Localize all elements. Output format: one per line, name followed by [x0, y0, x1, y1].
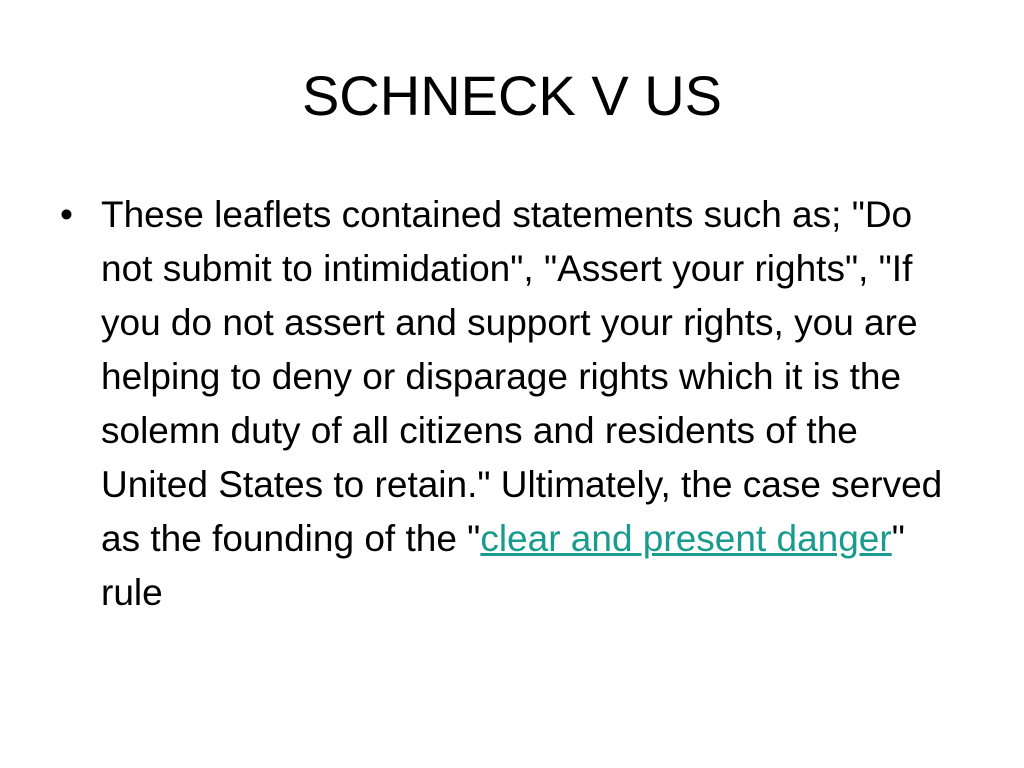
slide-body — [60, 188, 960, 620]
bullet-item — [60, 188, 960, 620]
slide-title: SCHNECK V US — [301, 64, 723, 127]
bullet-text-before: These leaflets contained statements such as; "Do not submit to intimidation", "Assert your rights", "If you do not assert and support your rights, you are helping to deny or disparage rights which it is the solemn duty of all citizens and residents of the United States to retain." Ultimately, the case served as the founding of the " — [101, 194, 943, 559]
bullet-list — [60, 188, 960, 620]
bullet-marker: • — [60, 194, 73, 235]
bullet-text-after: " rule — [101, 518, 905, 613]
clear-and-present-danger-link[interactable]: clear and present danger — [480, 518, 892, 559]
